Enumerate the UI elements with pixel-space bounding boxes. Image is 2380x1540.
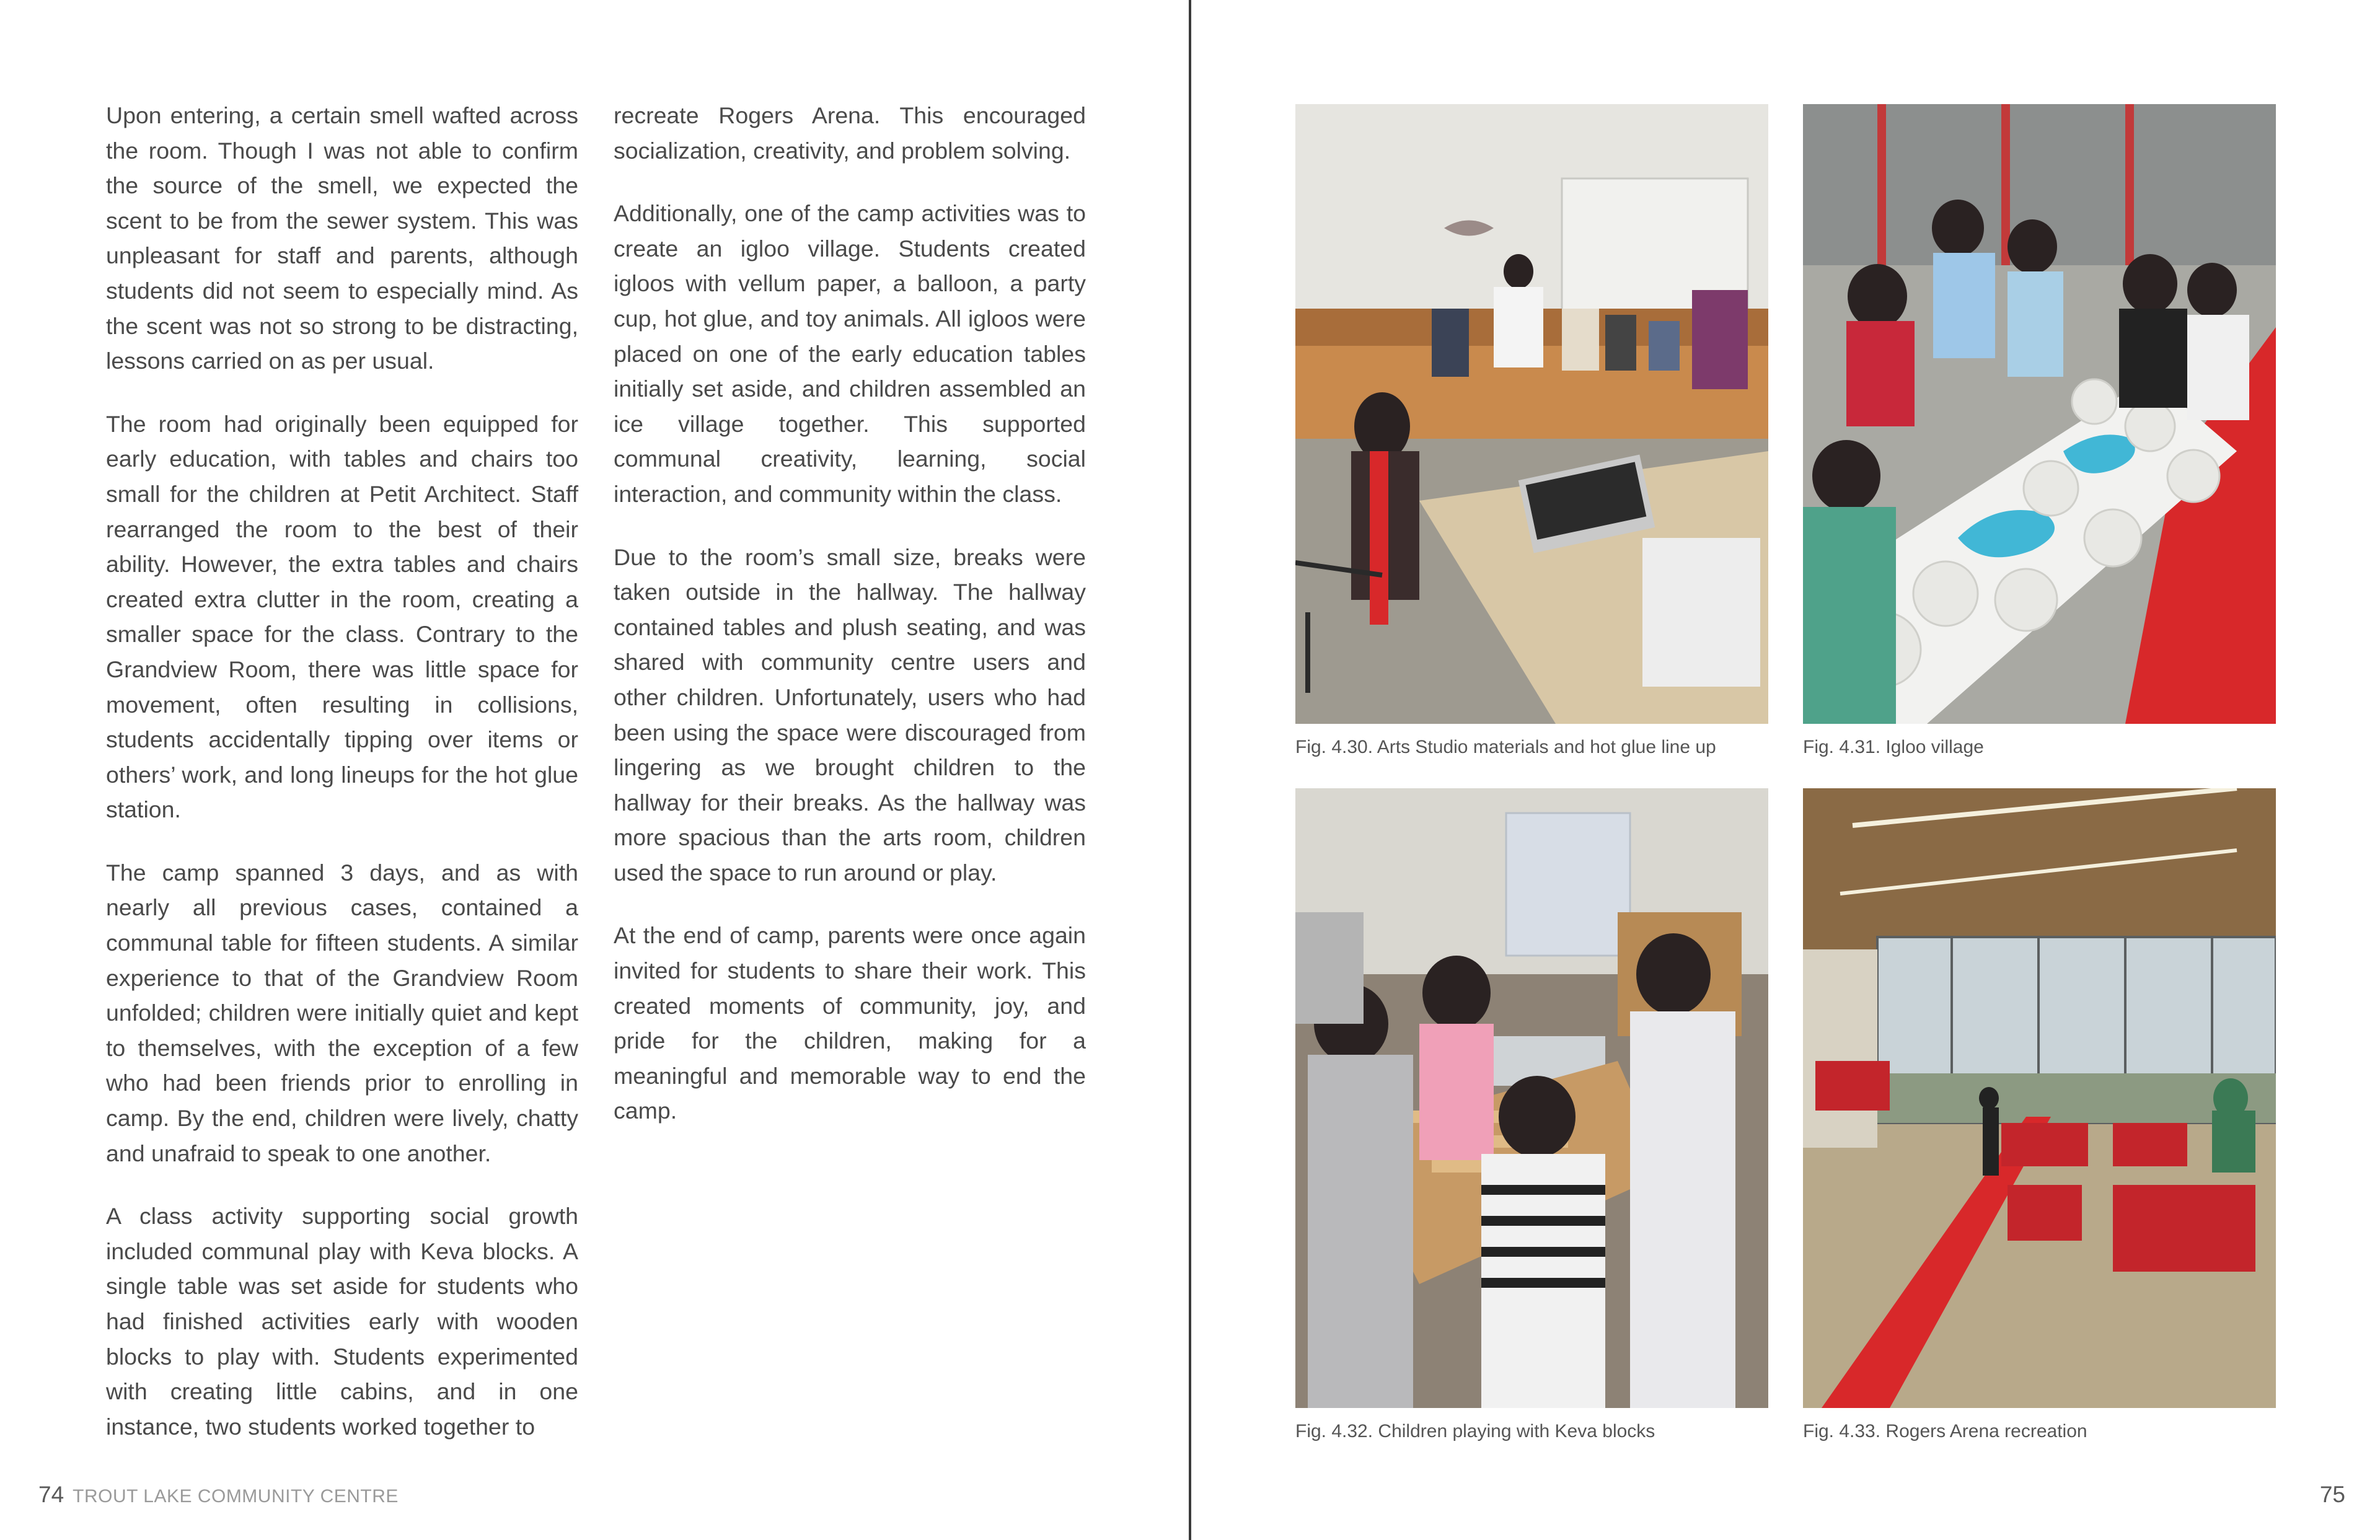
page-number-right: 75	[2319, 1482, 2345, 1507]
photo-igloo-village	[1803, 104, 2276, 724]
paragraph: Upon entering, a certain smell wafted across the room. Though I was not able to confirm the source of the smell, we expected the scent to be from the sewer system. This was unpleasant for staff and parents, although students did not seem to especially mind. As the scent was not so strong to be distracting, lessons carried on as per usual.	[106, 102, 578, 374]
page-number: 74	[38, 1482, 64, 1507]
right-page	[1191, 0, 2380, 1540]
figure-hallway	[1803, 788, 2276, 1444]
figure-caption: Fig. 4.31. Igloo village	[1803, 737, 1984, 757]
paragraph: The camp spanned 3 days, and as with nearly all previous cases, contained a communal table for fifteen students. A similar experience to that of the Grandview Room unfolded; children were initially quiet and kept to themselves, with the exception of a few who had been friends prior to enrolling in camp. By the end, children were lively, chatty and unafraid to speak to one another.	[106, 859, 578, 1166]
running-title: TROUT LAKE COMMUNITY CENTRE	[73, 1486, 399, 1507]
figure-igloo-village	[1803, 104, 2276, 760]
photo-hallway	[1803, 788, 2276, 1408]
photo-keva-blocks	[1295, 788, 1768, 1408]
paragraph: The room had originally been equipped for early education, with tables and chairs too small for the children at Petit Architect. Staff rearranged the room to the best of their ability. However, the extra tables and chairs created extra clutter in the room, creating a smaller space for the class. Contrary to the Grandview Room, there was little space for movement, often resulting in collisions, students accidentally tipping over items or others’ work, and long lineups for the hot glue station.	[106, 410, 578, 823]
paragraph: A class activity supporting social growth included communal play with Keva blocks. A single table was set aside for students who had finished activities early with wooden blocks to play with. Students experimented with creating little cabins, and in one instance, two students worked together to	[106, 1203, 578, 1440]
figure-caption: Fig. 4.32. Children playing with Keva blocks	[1295, 1421, 1655, 1441]
figure-caption: Fig. 4.33. Rogers Arena recreation	[1803, 1421, 2087, 1441]
text-column-2	[614, 98, 1086, 1156]
paragraph: Additionally, one of the camp activities was to create an igloo village. Students created igloos with vellum paper, a balloon, a party cup, hot glue, and toy animals. All igloos were placed on one of the early education tables initially set aside, and children assembled an ice village together. This supported communal creativity, learning, social interaction, and community within the class.	[614, 200, 1086, 507]
left-footer	[38, 1481, 399, 1510]
paragraph: Due to the room’s small size, breaks were taken outside in the hallway. The hallway contained tables and plush seating, and was shared with community centre users and other children. Unfortunately, users who had been using the space were discouraged from lingering as we brought children to the hallway for their breaks. As the hallway was more spacious than the arts room, children used the space to run around or play.	[614, 543, 1086, 886]
paragraph: recreate Rogers Arena. This encouraged socialization, creativity, and problem solving.	[614, 102, 1086, 164]
figure-keva-blocks	[1295, 788, 1768, 1444]
photo-arts-studio	[1295, 104, 1768, 724]
figure-caption: Fig. 4.30. Arts Studio materials and hot glue line up	[1295, 737, 1716, 757]
paragraph: At the end of camp, parents were once again invited for students to share their work. This created moments of community, joy, and pride for the children, making for a meaningful and memorable way to end the camp.	[614, 922, 1086, 1124]
figure-arts-studio	[1295, 104, 1768, 760]
text-column-1	[106, 98, 578, 1444]
